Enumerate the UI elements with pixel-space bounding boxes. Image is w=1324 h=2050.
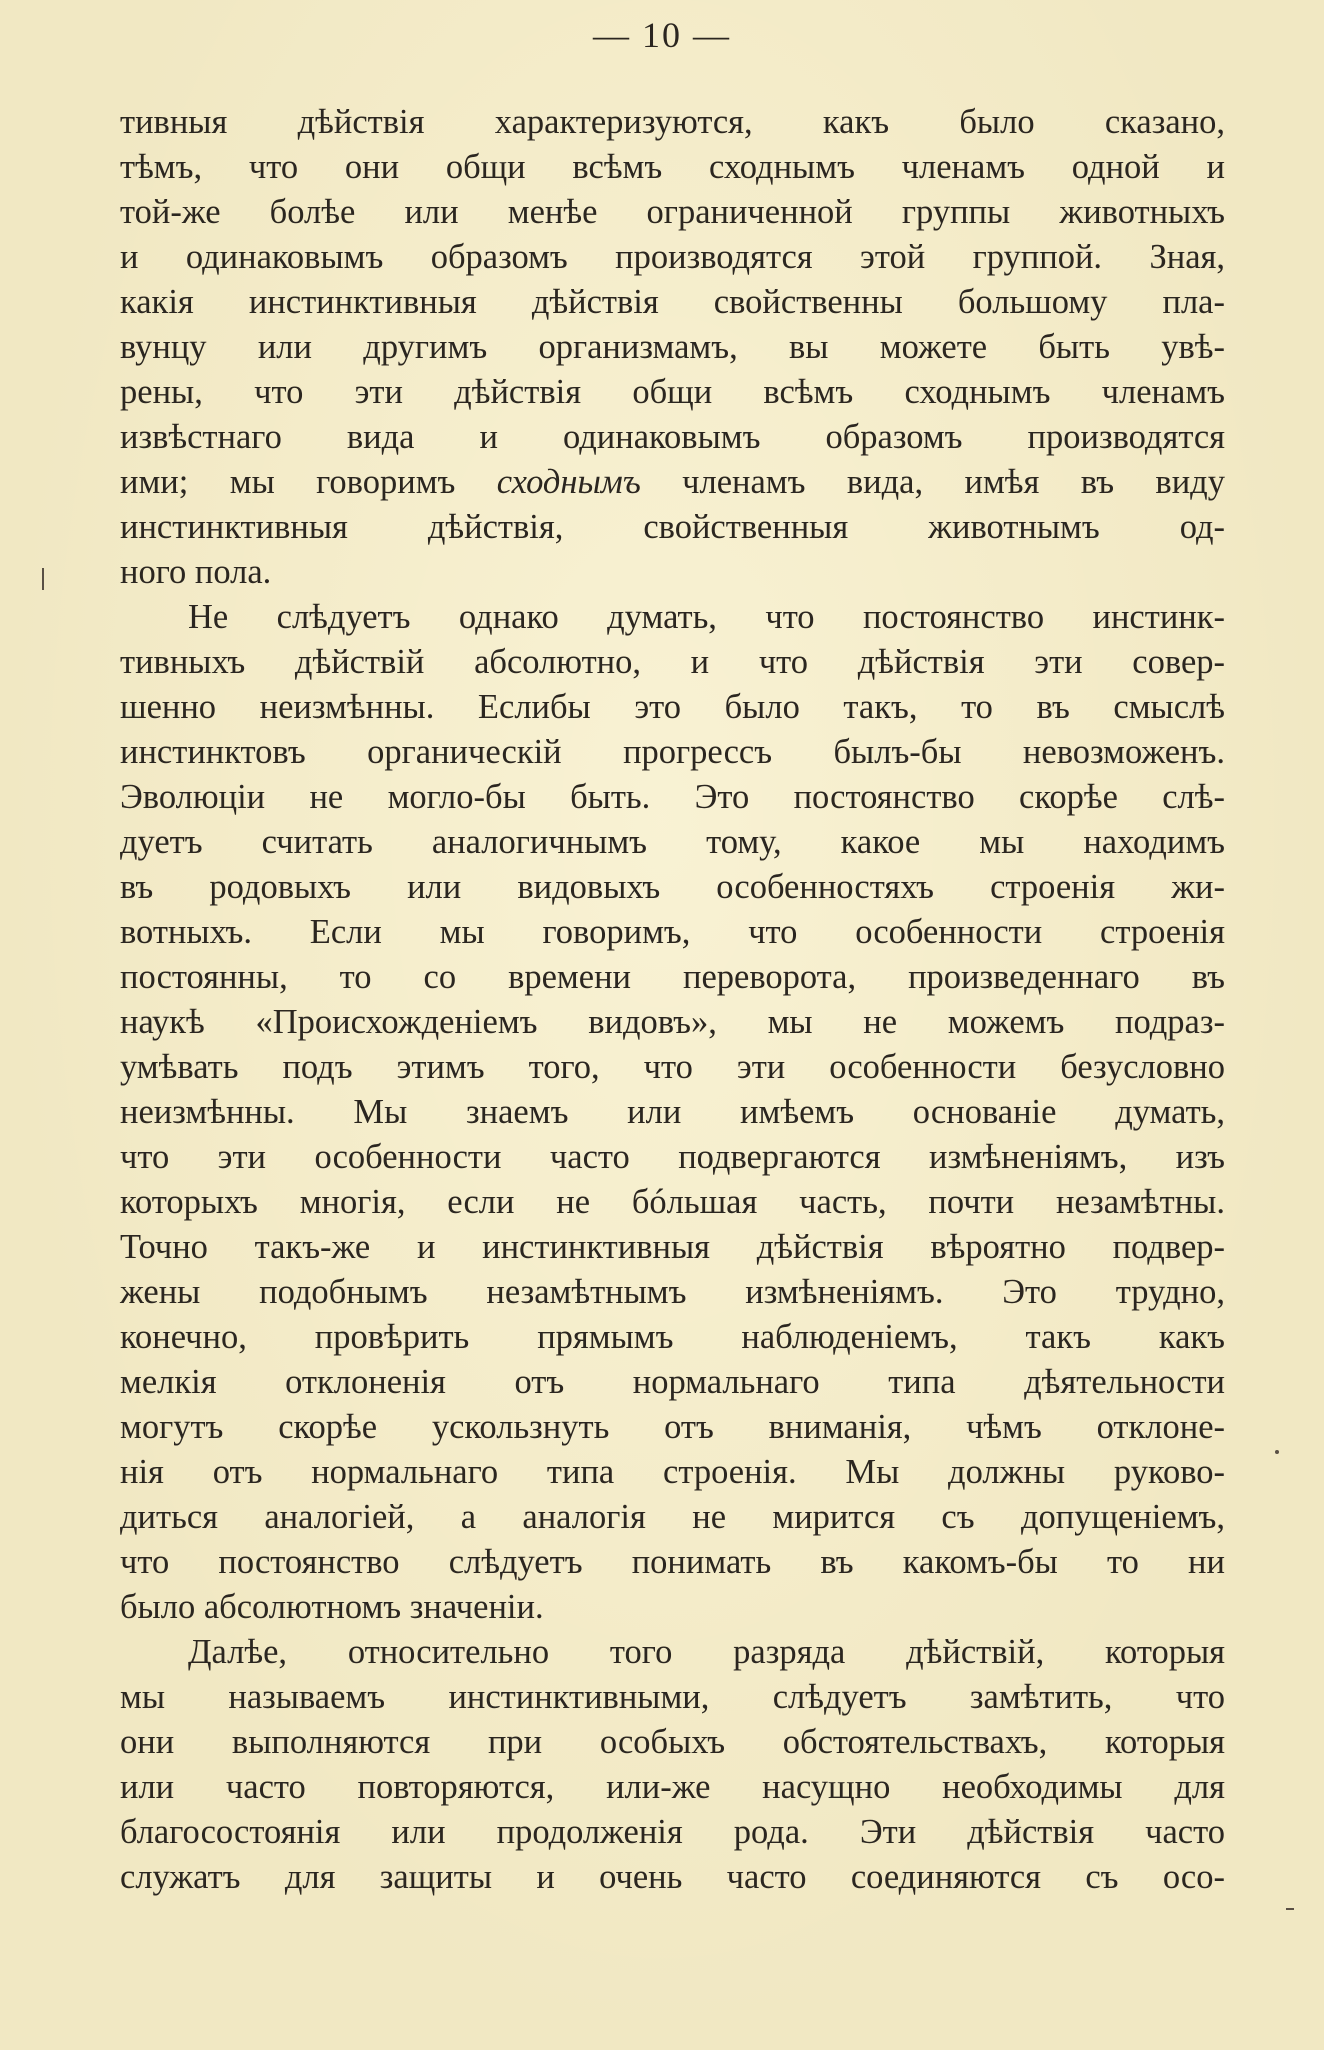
text-line: или часто повторяются, или-же насущно необходимы для	[120, 1768, 1225, 1806]
text-line: постоянны, то со времени переворота, произведеннаго въ	[120, 958, 1225, 996]
text-line: жены подобнымъ незамѣтнымъ измѣненіямъ. Это трудно,	[120, 1273, 1225, 1311]
text-line: вотныхъ. Если мы говоримъ, что особенности строенія	[120, 913, 1225, 951]
text-line: мы называемъ инстинктивными, слѣдуетъ замѣтить, что	[120, 1678, 1225, 1716]
text-line: шенно неизмѣнны. Еслибы это было такъ, то въ смыслѣ	[120, 688, 1225, 726]
text-line: мелкія отклоненія отъ нормальнаго типа дѣятельности	[120, 1363, 1225, 1401]
text-line: и одинаковымъ образомъ производятся этой группой. Зная,	[120, 238, 1225, 276]
text-line: Эволюціи не могло-бы быть. Это постоянство скорѣе слѣ-	[120, 778, 1225, 816]
text-line: что постоянство слѣдуетъ понимать въ какомъ-бы то ни	[120, 1543, 1225, 1581]
text-line: той-же болѣе или менѣе ограниченной группы животныхъ	[120, 193, 1225, 231]
text-line: которыхъ многія, если не бóльшая часть, почти незамѣтны.	[120, 1183, 1225, 1221]
text-line: они выполняются при особыхъ обстоятельствахъ, которыя	[120, 1723, 1225, 1761]
margin-dot-mark	[1275, 1450, 1279, 1454]
text-line: вунцу или другимъ организмамъ, вы можете быть увѣ-	[120, 328, 1225, 366]
text-line: тѣмъ, что они общи всѣмъ сходнымъ членамъ одной и	[120, 148, 1225, 186]
text-line: Далѣе, относительно того разряда дѣйствій, которыя	[188, 1633, 1225, 1671]
text-line: что эти особенности часто подвергаются измѣненіямъ, изъ	[120, 1138, 1225, 1176]
text-fragment: членамъ вида, имѣя въ виду	[640, 463, 1225, 501]
text-line: инстинктовъ органическій прогрессъ былъ-бы невозможенъ.	[120, 733, 1225, 771]
text-line: наукѣ «Происхожденіемъ видовъ», мы не можемъ подраз-	[120, 1003, 1225, 1041]
text-line: тивныя дѣйствія характеризуются, какъ было сказано,	[120, 103, 1225, 141]
emphasized-word: сходнымъ	[496, 463, 641, 501]
text-line: рены, что эти дѣйствія общи всѣмъ сходнымъ членамъ	[120, 373, 1225, 411]
margin-dash-mark	[1286, 1908, 1294, 1910]
text-line: конечно, провѣрить прямымъ наблюденіемъ, такъ какъ	[120, 1318, 1225, 1356]
text-line: дуетъ считать аналогичнымъ тому, какое мы находимъ	[120, 823, 1225, 861]
text-line-with-emphasis	[120, 460, 1225, 505]
text-line: извѣстнаго вида и одинаковымъ образомъ производятся	[120, 418, 1225, 456]
text-line: Не слѣдуетъ однако думать, что постоянство инстинк-	[188, 598, 1225, 636]
text-fragment: ими; мы говоримъ	[120, 463, 497, 501]
text-line: умѣвать подъ этимъ того, что эти особенности безусловно	[120, 1048, 1225, 1086]
page-number: — 10 —	[593, 15, 731, 55]
text-line: было абсолютномъ значеніи.	[120, 1588, 544, 1626]
body-text	[120, 100, 1225, 1900]
margin-tick-mark	[42, 568, 44, 590]
text-line: какія инстинктивныя дѣйствія свойственны большому пла-	[120, 283, 1225, 321]
text-line: Точно такъ-же и инстинктивныя дѣйствія вѣроятно подвер-	[120, 1228, 1225, 1266]
text-line: могутъ скорѣе ускользнуть отъ вниманія, чѣмъ отклоне-	[120, 1408, 1225, 1446]
text-line: нія отъ нормальнаго типа строенія. Мы должны руково-	[120, 1453, 1225, 1491]
text-line: неизмѣнны. Мы знаемъ или имѣемъ основаніе думать,	[120, 1093, 1225, 1131]
text-line: ного пола.	[120, 553, 272, 591]
text-line: тивныхъ дѣйствій абсолютно, и что дѣйствія эти совер-	[120, 643, 1225, 681]
text-line: благосостоянія или продолженія рода. Эти дѣйствія часто	[120, 1813, 1225, 1851]
text-line: инстинктивныя дѣйствія, свойственныя животнымъ од-	[120, 508, 1225, 546]
text-line: диться аналогіей, а аналогія не мирится съ допущеніемъ,	[120, 1498, 1225, 1536]
text-line: въ родовыхъ или видовыхъ особенностяхъ строенія жи-	[120, 868, 1225, 906]
text-line: служатъ для защиты и очень часто соединяются съ осо-	[120, 1858, 1225, 1896]
